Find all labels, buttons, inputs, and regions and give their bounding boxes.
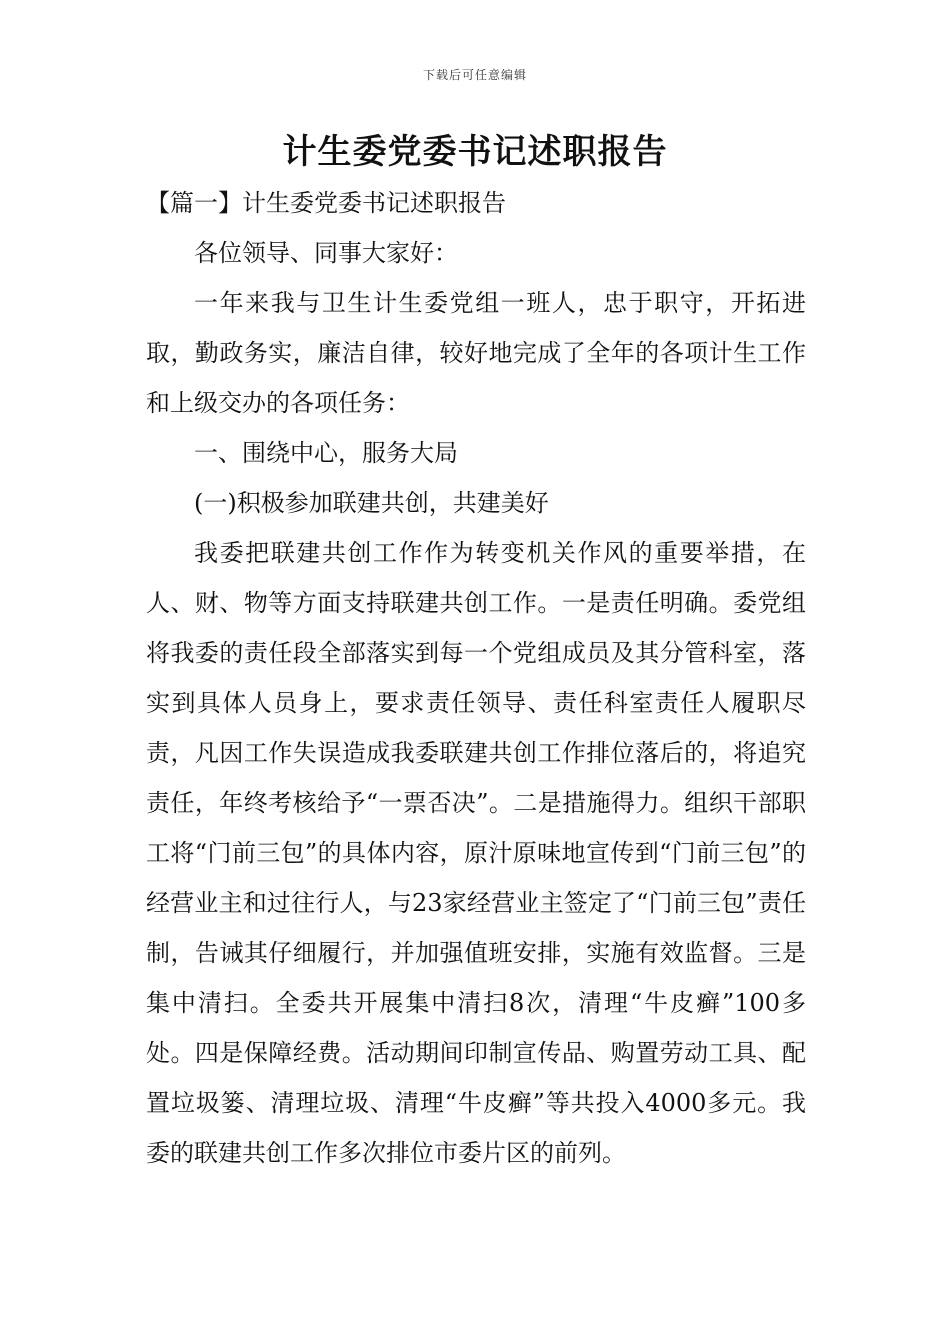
heading-level-2: (一)积极参加联建共创，共建美好	[194, 489, 549, 517]
header-note: 下载后可任意编辑	[422, 68, 527, 82]
greeting: 各位领导、同事大家好：	[194, 239, 458, 267]
document-body	[146, 178, 806, 1178]
heading-level-1: 一、围绕中心，服务大局	[194, 439, 458, 467]
document-title: 计生委党委书记述职报告	[282, 132, 668, 172]
section-label: 【篇一】计生委党委书记述职报告	[146, 189, 506, 217]
paragraph-body: 我委把联建共创工作作为转变机关作风的重要举措，在人、财、物等方面支持联建共创工作。一是责任明确。委党组将我委的责任段全部落实到每一个党组成员及其分管科室，落实到具体人员身上，要求责任领导、责任科室责任人履职尽责，凡因工作失误造成我委联建共创工作排位落后的，将追究责任，年终考核给予“一票否决”。二是措施得力。组织干部职工将“门前三包”的具体内容，原汁原味地宣传到“门前三包”的经营业主和过往行人，与23家经营业主签定了“门前三包”责任制，告诫其仔细履行，并加强值班安排，实施有效监督。三是集中清扫。全委共开展集中清扫8次，清理“牛皮癣”100多处。四是保障经费。活动期间印制宣传品、购置劳动工具、配置垃圾篓、清理垃圾、清理“牛皮癣”等共投入4000多元。我委的联建共创工作多次排位市委片区的前列。	[146, 539, 806, 1167]
paragraph-intro: 一年来我与卫生计生委党组一班人，忠于职守，开拓进取，勤政务实，廉洁自律，较好地完成了全年的各项计生工作和上级交办的各项任务：	[146, 289, 806, 417]
